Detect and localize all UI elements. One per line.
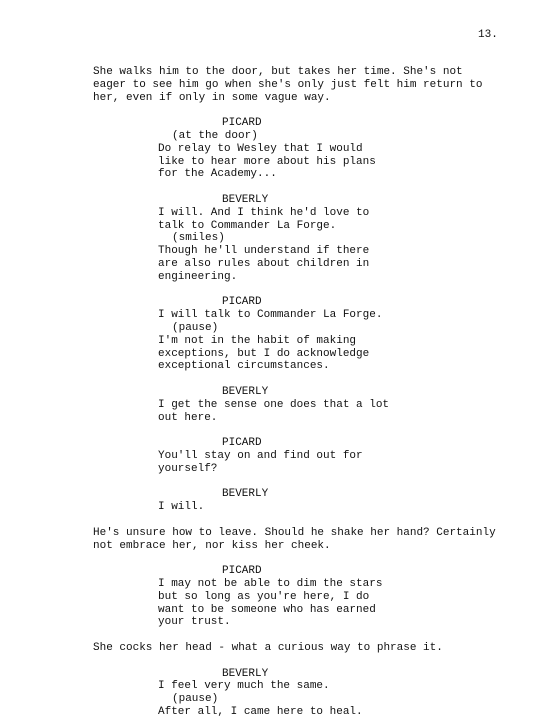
- dialogue-line: I will.: [158, 501, 205, 514]
- character-cue: BEVERLY: [222, 667, 269, 680]
- action-line: eager to see him go when she's only just felt him return to: [93, 78, 483, 91]
- dialogue-line: for the Academy...: [158, 168, 277, 181]
- dialogue-line: are also rules about children in: [158, 258, 370, 270]
- dialogue-line: Do relay to Wesley that I would: [158, 142, 363, 155]
- parenthetical: (pause): [172, 693, 219, 706]
- parenthetical: (smiles): [172, 232, 225, 245]
- dialogue-line: talk to Commander La Forge.: [158, 219, 337, 232]
- dialogue-line: I may not be able to dim the stars: [158, 578, 383, 590]
- dialogue-line: I'm not in the habit of making: [158, 334, 357, 347]
- character-cue: PICARD: [222, 437, 262, 450]
- dialogue-line: You'll stay on and find out for: [158, 450, 363, 462]
- action-line: She cocks her head - what a curious way to phrase it.: [93, 642, 443, 654]
- parenthetical: (pause): [172, 322, 219, 334]
- dialogue-line: I feel very much the same.: [158, 680, 330, 693]
- dialogue-line: I get the sense one does that a lot: [158, 398, 390, 411]
- dialogue-line: your trust.: [158, 616, 231, 629]
- action-line: She walks him to the door, but takes her time. She's not: [93, 66, 463, 78]
- action-line: her, even if only in some vague way.: [93, 91, 331, 104]
- dialogue-line: want to be someone who has earned: [158, 603, 376, 616]
- character-cue: PICARD: [222, 117, 262, 130]
- dialogue-line: I will. And I think he'd love to: [158, 206, 370, 219]
- dialogue-line: but so long as you're here, I do: [158, 590, 370, 603]
- dialogue-line: engineering.: [158, 270, 238, 283]
- dialogue-line: I will talk to Commander La Forge.: [158, 309, 383, 322]
- dialogue-line: exceptional circumstances.: [158, 360, 330, 373]
- dialogue-line: yourself?: [158, 462, 218, 475]
- parenthetical: (at the door): [172, 130, 258, 142]
- dialogue-line: Though he'll understand if there: [158, 245, 370, 258]
- character-cue: BEVERLY: [222, 194, 269, 206]
- action-line: He's unsure how to leave. Should he shake her hand? Certainly: [93, 526, 496, 539]
- dialogue-line: After all, I came here to heal.: [158, 706, 363, 718]
- dialogue-line: like to hear more about his plans: [158, 155, 376, 168]
- character-cue: PICARD: [222, 565, 262, 578]
- character-cue: BEVERLY: [222, 488, 269, 501]
- action-line: not embrace her, nor kiss her cheek.: [93, 539, 331, 552]
- dialogue-line: exceptions, but I do acknowledge: [158, 347, 370, 360]
- page-number: 13.: [478, 29, 498, 41]
- dialogue-line: out here.: [158, 411, 218, 424]
- character-cue: BEVERLY: [222, 386, 269, 398]
- character-cue: PICARD: [222, 296, 262, 309]
